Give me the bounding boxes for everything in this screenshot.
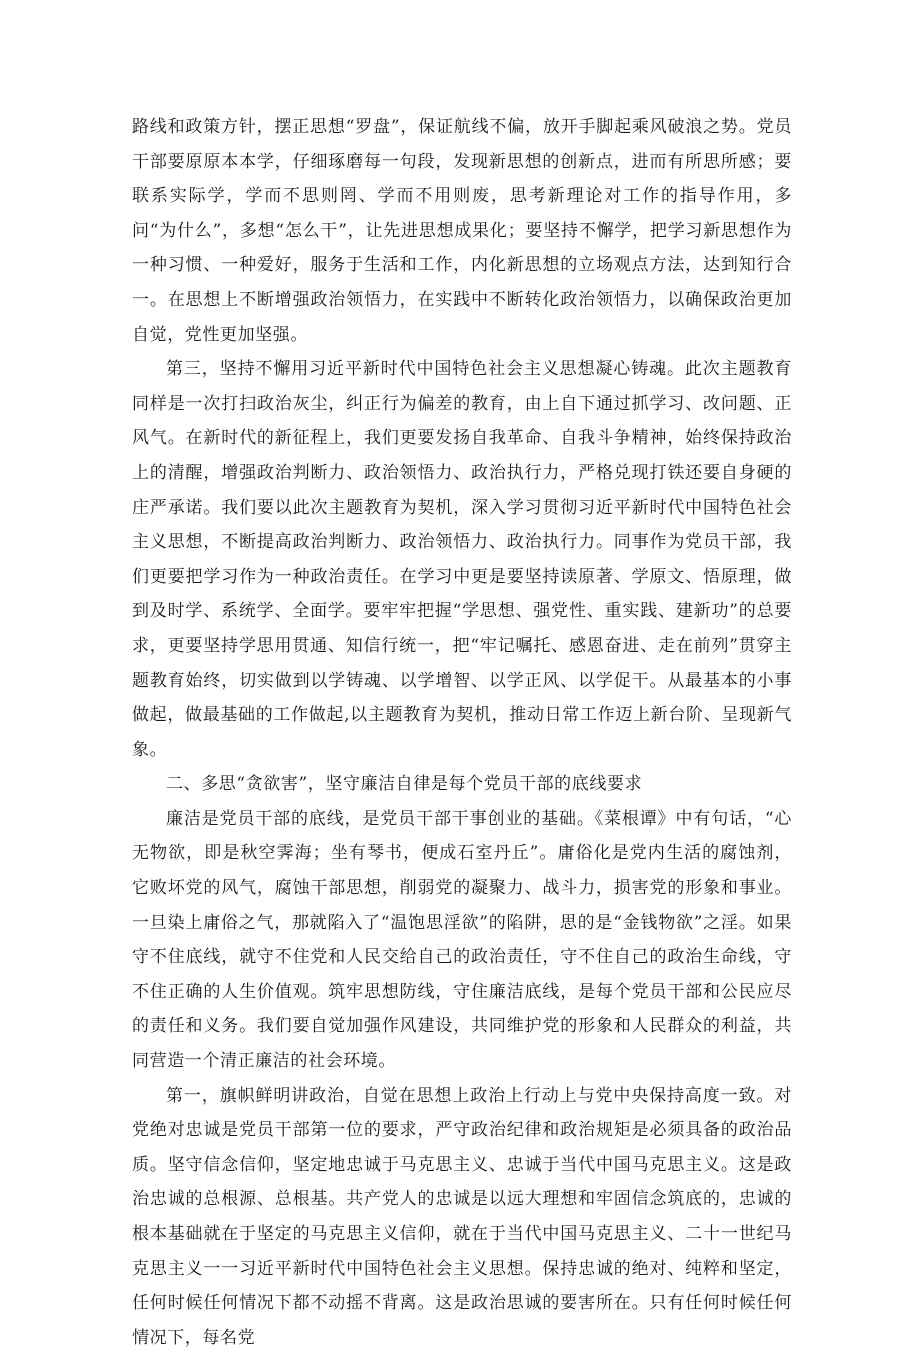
section-heading-2: 二、多思“贪欲害”，坚守廉洁自律是每个党员干部的底线要求: [166, 774, 643, 795]
paragraph-first-point: 第一，旗帜鲜明讲政治，自觉在思想上政治上行动上与党中央保持高度一致。对党绝对忠诚是党员干部第一位的要求，严守政治纪律和政治规矩是必须具备的政治品质。坚守信念信仰，坚定地忠诚于马克思主义、忠诚于当代中国马克思主义。这是政治忠诚的总根源、总根基。共产党人的忠诚是以远大理想和牢固信念筑底的，忠诚的根本基础就在于坚定的马克思主义信仰，就在于当代中国马克思主义、二十一世纪马克思主义一一习近平新时代中国特色社会主义思想。保持忠诚的绝对、纯粹和坚定，任何时候任何情况下都不动摇不背离。这是政治思诚的要害所在。只有任何时候任何情况下，每名党: [132, 1085, 792, 1348]
paragraph-continuation: 路线和政策方针，摆正思想“罗盘”，保证航线不偏，放开手脚起乘风破浪之势。党员干部要原原本本学，仔细琢磨每一句段，发现新思想的创新点，进而有所思所感；要联系实际学，学而不思则罔、学而不用则废，思考新理论对工作的指导作用，多问“为什么”，多想“怎么干”，让先进思想成果化；要坚持不懈学，把学习新思想作为一种习惯、一种爱好，服务于生活和工作，内化新思想的立场观点方法，达到知行合一。在思想上不断增强政治领悟力，在实践中不断转化政治领悟力，以确保政治更加自觉，党性更加坚强。: [132, 117, 792, 345]
paragraph-integrity: 廉洁是党员干部的底线，是党员干部干事创业的基础。《菜根谭》中有句话，“心无物欲，即是秋空霁海；坐有琴书，便成石室丹丘”。庸俗化是党内生活的腐蚀剂，它败坏党的风气，腐蚀干部思想，削弱党的凝聚力、战斗力，损害党的形象和事业。一旦染上庸俗之气，那就陷入了“温饱思淫欲”的陷阱，思的是“金钱物欲”之淫。如果守不住底线，就守不住党和人民交给自己的政治责任，守不住自己的政治生命线，守不住正确的人生价值观。筑牢思想防线，守住廉洁底线，是每个党员干部和公民应尽的责任和义务。我们要自觉加强作风建设，共同维护党的形象和人民群众的利益，共同营造一个清正廉洁的社会环境。: [132, 808, 792, 1072]
paragraph-third-point: 第三，坚持不懈用习近平新时代中国特色社会主义思想凝心铸魂。此次主题教育同样是一次打扫政治灰尘，纠正行为偏差的教育，由上自下通过抓学习、改问题、正风气。在新时代的新征程上，我们更要发扬自我革命、自我斗争精神，始终保持政治上的清醒，增强政治判断力、政治领悟力、政治执行力，严格兑现打铁还要自身硬的庄严承诺。我们要以此次主题教育为契机，深入学习贯彻习近平新时代中国特色社会主义思想，不断提高政治判断力、政治领悟力、政治执行力。同事作为党员干部，我们更要把学习作为一种政治责任。在学习中更是要坚持读原著、学原文、悟原理，做到及时学、系统学、全面学。要牢牢把握“学思想、强党性、重实践、建新功”的总要求，更要坚持学思用贯通、知信行统一，把“牢记嘱托、感恩奋进、走在前列”贯穿主题教育始终，切实做到以学铸魂、以学增智、以学正风、以学促干。从最基本的小事做起，做最基础的工作做起,以主题教育为契机，推动日常工作迈上新台阶、呈现新气象。: [132, 359, 792, 760]
document-page: [132, 110, 792, 1355]
